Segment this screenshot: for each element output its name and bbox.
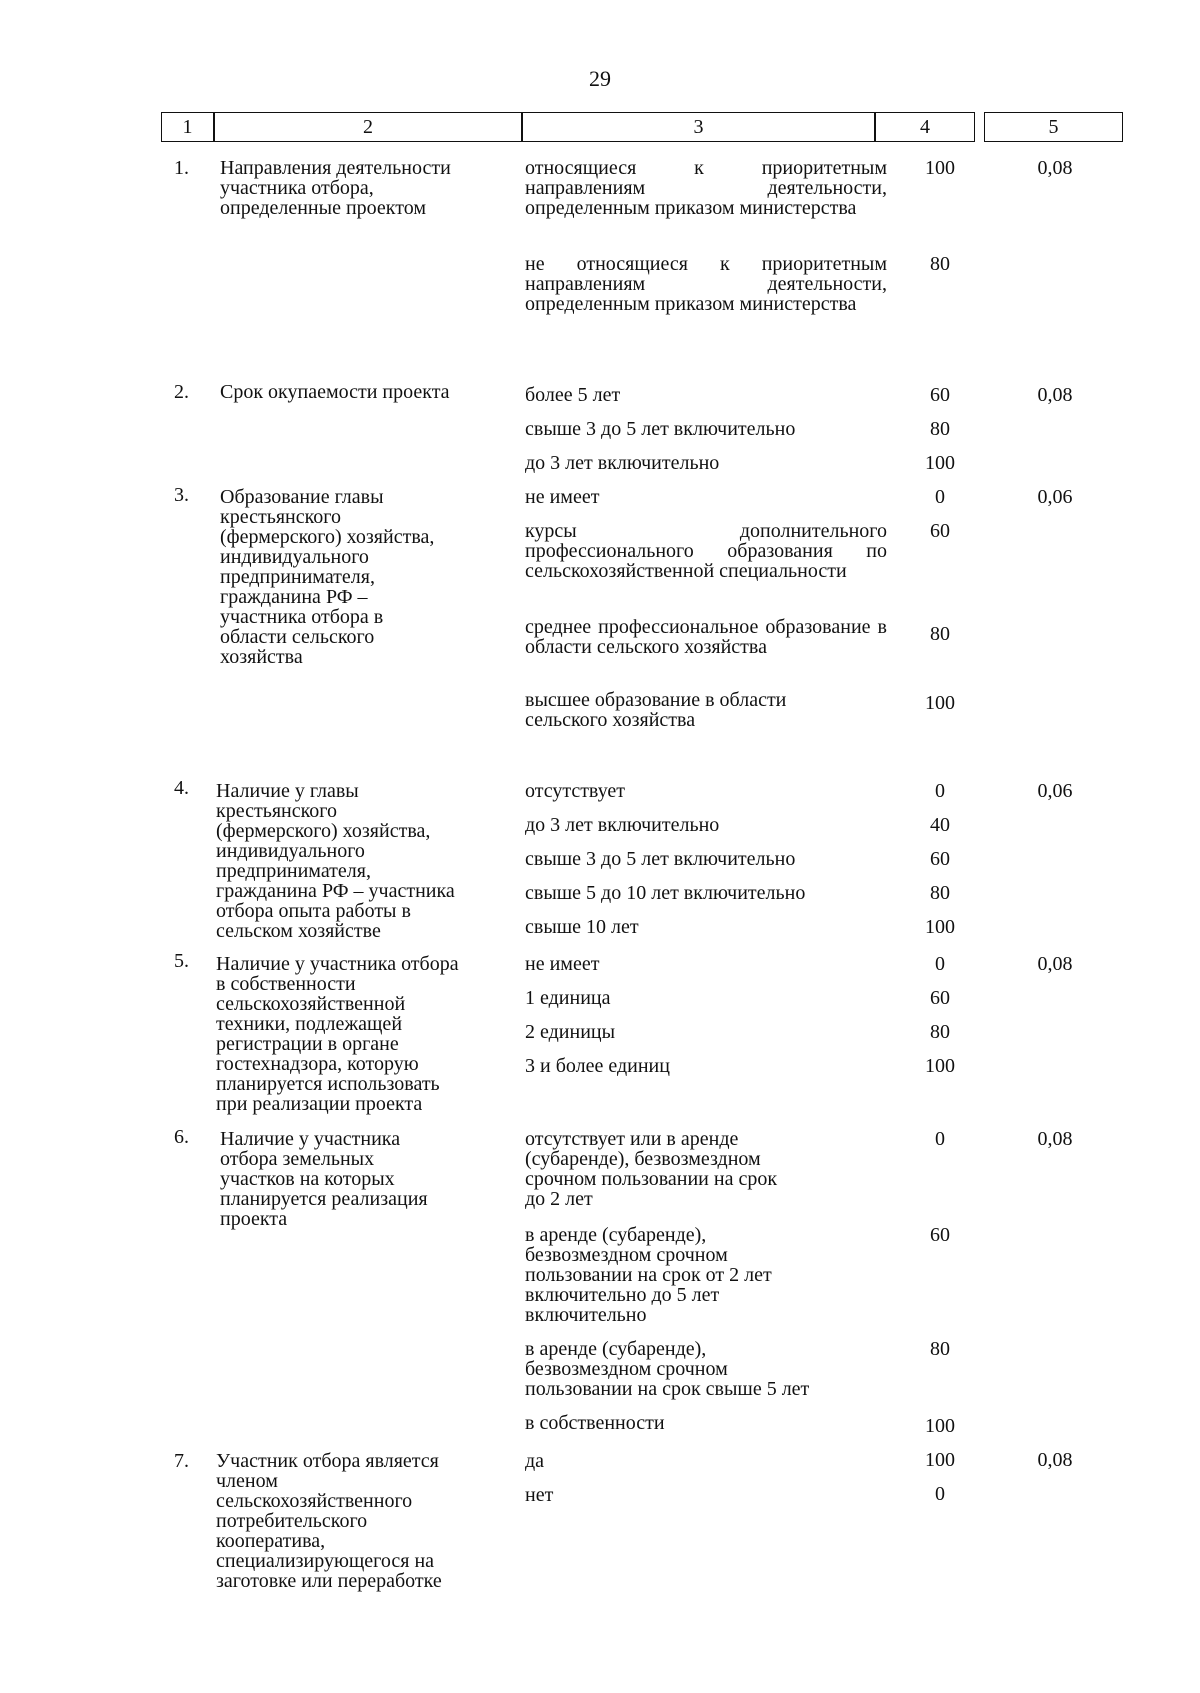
weight: 0,06 <box>1037 486 1073 508</box>
score: 60 <box>930 987 950 1009</box>
option: свыше 3 до 5 лет включительно <box>525 418 796 440</box>
weight: 0,06 <box>1037 780 1073 802</box>
score: 100 <box>925 157 955 179</box>
score: 60 <box>930 848 950 870</box>
header-col-4: 4 <box>875 112 975 142</box>
weight: 0,08 <box>1037 157 1073 179</box>
option: не имеет <box>525 953 600 975</box>
score: 60 <box>930 384 950 406</box>
score: 80 <box>930 253 950 275</box>
criterion: Участник отбора является членом сельскохозяйственного потребительского кооператива, специализирующегося на заготовке или переработке <box>216 1450 442 1592</box>
option: 2 единицы <box>525 1021 616 1043</box>
header-col-3: 3 <box>522 112 875 142</box>
weight: 0,08 <box>1037 953 1073 975</box>
score: 100 <box>925 1449 955 1471</box>
criterion: Наличие у главы крестьянского (фермерского) хозяйства, индивидуального предпринимателя, гражданина РФ – участника отбора опыта работы в сельском хозяйстве <box>216 780 455 942</box>
table-header <box>161 112 1123 144</box>
score: 40 <box>930 814 950 836</box>
option: в собственности <box>525 1412 665 1434</box>
option: не относящиеся к приоритетным направлениям деятельности, определенным приказом министерства <box>525 253 887 315</box>
row-number: 2. <box>174 381 189 403</box>
option: да <box>525 1450 545 1472</box>
header-col-5: 5 <box>984 112 1123 142</box>
score: 80 <box>930 1338 950 1360</box>
score: 80 <box>930 1021 950 1043</box>
score: 0 <box>935 953 945 975</box>
option: свыше 10 лет <box>525 916 639 938</box>
score: 100 <box>925 452 955 474</box>
option: свыше 3 до 5 лет включительно <box>525 848 796 870</box>
weight: 0,08 <box>1037 1128 1073 1150</box>
header-col-1: 1 <box>161 112 214 142</box>
option: относящиеся к приоритетным направлениям деятельности, определенным приказом министерства <box>525 157 887 219</box>
row-number: 3. <box>174 484 189 506</box>
score: 0 <box>935 1128 945 1150</box>
option: более 5 лет <box>525 384 621 406</box>
weight: 0,08 <box>1037 1449 1073 1471</box>
score: 60 <box>930 520 950 542</box>
score: 100 <box>925 1415 955 1437</box>
option: среднее профессиональное образование в области сельского хозяйства <box>525 616 887 658</box>
row-number: 7. <box>174 1450 189 1472</box>
option: отсутствует <box>525 780 626 802</box>
option: нет <box>525 1484 554 1506</box>
option: 1 единица <box>525 987 611 1009</box>
row-number: 4. <box>174 777 189 799</box>
score: 100 <box>925 692 955 714</box>
option: 3 и более единиц <box>525 1055 670 1077</box>
score: 100 <box>925 1055 955 1077</box>
option: курсы дополнительного профессионального образования по сельскохозяйственной специальности <box>525 520 887 582</box>
option: высшее образование в области сельского хозяйства <box>525 689 787 731</box>
criterion: Наличие у участника отбора земельных участков на которых планируется реализация проекта <box>220 1128 428 1230</box>
score: 100 <box>925 916 955 938</box>
option: не имеет <box>525 486 600 508</box>
option: в аренде (субаренде), безвозмездном срочном пользовании на срок от 2 лет включительно до 5 лет включительно <box>525 1224 772 1326</box>
option: свыше 5 до 10 лет включительно <box>525 882 806 904</box>
criterion: Срок окупаемости проекта <box>220 381 450 403</box>
score: 0 <box>935 486 945 508</box>
score: 0 <box>935 1483 945 1505</box>
weight: 0,08 <box>1037 384 1073 406</box>
criterion: Образование главы крестьянского (фермерского) хозяйства, индивидуального предпринимателя, гражданина РФ – участника отбора в области сельского хозяйства <box>220 486 435 668</box>
option: в аренде (субаренде), безвозмездном срочном пользовании на срок свыше 5 лет <box>525 1338 810 1400</box>
criterion: Направления деятельности участника отбора, определенные проектом <box>220 157 451 219</box>
row-number: 6. <box>174 1126 189 1148</box>
option: до 3 лет включительно <box>525 452 720 474</box>
score: 80 <box>930 882 950 904</box>
score: 0 <box>935 780 945 802</box>
row-number: 1. <box>174 157 189 179</box>
option: до 3 лет включительно <box>525 814 720 836</box>
criterion: Наличие у участника отбора в собственности сельскохозяйственной техники, подлежащей регистрации в органе гостехнадзора, которую планируется использовать при реализации проекта <box>216 953 459 1115</box>
score: 80 <box>930 623 950 645</box>
header-col-2: 2 <box>214 112 522 142</box>
option: отсутствует или в аренде (субаренде), безвозмездном срочном пользовании на срок до 2 лет <box>525 1128 778 1210</box>
page-number: 29 <box>589 66 611 91</box>
score: 80 <box>930 418 950 440</box>
score: 60 <box>930 1224 950 1246</box>
row-number: 5. <box>174 950 189 972</box>
